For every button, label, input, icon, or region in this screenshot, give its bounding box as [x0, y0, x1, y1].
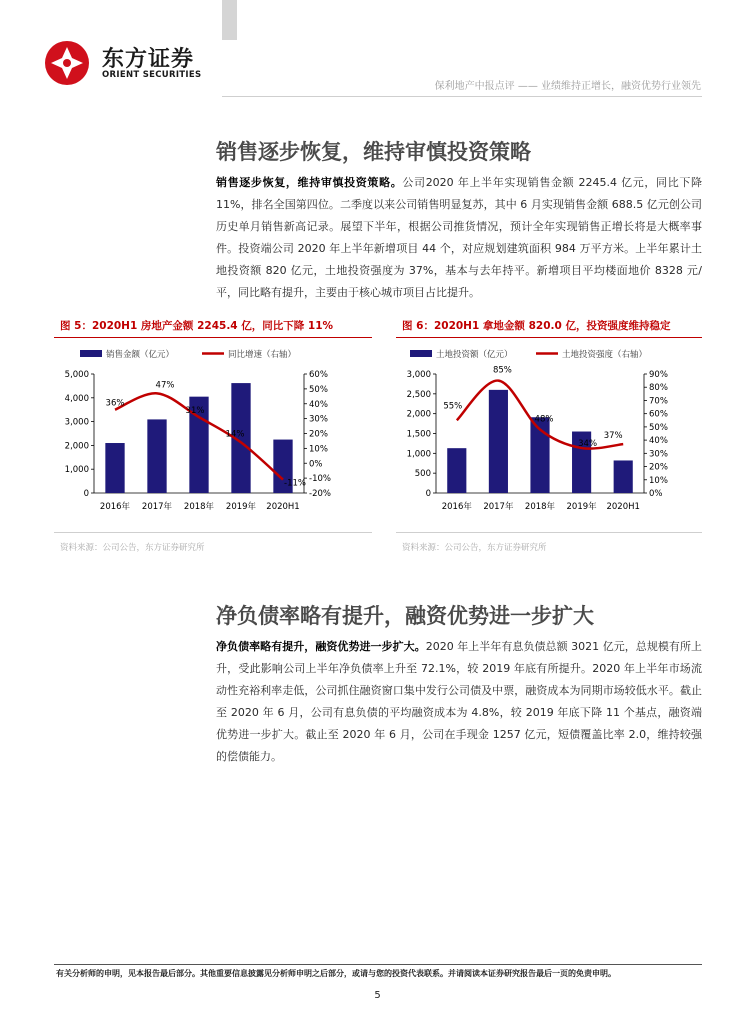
- right-tick-label: 10%: [649, 475, 668, 486]
- left-tick-label: 1,500: [406, 429, 431, 440]
- data-label: 55%: [443, 401, 463, 412]
- x-tick-label: 2018年: [183, 502, 215, 512]
- figure-bottom-rule: [396, 532, 702, 533]
- paragraph: [216, 172, 702, 304]
- paragraph-body: 2020 年上半年有息负债总额 3021 亿元，总规模有所上升，受此影响公司上半年净负债率上升至 72.1%，较 2019 年底有所提升。2020 年上半年市场流动性充裕利率走低，公司抓住融资窗口集中发行公司债及中票，融资成本为同期市场较低水平。截止至 2020 年 6 月，公司有息负债的平均融资成本为 4.8%，较 2019 年底下降 11 个基点，融资端优势进一步扩大。截止至 2020 年 6 月，公司在手现金 1257 亿元，短债覆盖比率 2.0，维持较强的偿债能力。: [216, 640, 702, 763]
- company-logo: [44, 38, 214, 86]
- left-tick-label: 0: [425, 489, 431, 499]
- paragraph: [216, 636, 702, 768]
- footer-divider: [54, 964, 702, 965]
- right-tick-label: 30%: [309, 414, 328, 425]
- paragraph-body: 公司2020 年上半年实现销售金额 2245.4 亿元，同比下降 11%，排名全国第四位。二季度以来公司销售明显复苏，其中 6 月实现销售金额 688.5 亿元创公司历史单月销售新高记录。展望下半年，根据公司推货情况，预计全年实现销售正增长将是大概率事件。投资端公司 2020 年上半年新增项目 44 个，对应规划建筑面积 984 万平方米。上半年累计土地投资额 820 亿元，土地投资强度为 37%，基本与去年持平。新增项目平均楼面地价 8328 元/平，同比略有提升，主要由于核心城市项目占比提升。: [216, 176, 702, 299]
- footer-disclaimer: 有关分析师的申明，见本报告最后部分。其他重要信息披露见分析师申明之后部分，或请与您的投资代表联系。并请阅读本证券研究报告最后一页的免责申明。: [56, 969, 616, 978]
- right-tick-label: 50%: [309, 384, 328, 395]
- right-tick-label: 90%: [649, 370, 668, 380]
- bar: [489, 390, 508, 493]
- x-tick-label: 2020H1: [606, 502, 640, 512]
- right-tick-label: -20%: [309, 489, 331, 499]
- right-tick-label: 30%: [649, 449, 668, 460]
- x-tick-label: 2020H1: [266, 502, 300, 512]
- x-tick-label: 2017年: [141, 502, 173, 512]
- x-tick-label: 2019年: [225, 502, 257, 512]
- figure-source: 资料来源：公司公告，东方证券研究所: [402, 543, 547, 553]
- figure-source: 资料来源：公司公告，东方证券研究所: [60, 543, 205, 553]
- x-tick-label: 2019年: [566, 502, 597, 512]
- right-tick-label: 60%: [649, 409, 668, 420]
- sales-chart: [54, 340, 372, 520]
- left-tick-label: 5,000: [64, 370, 89, 380]
- right-tick-label: 20%: [649, 462, 668, 473]
- right-tick-label: 40%: [649, 436, 668, 447]
- left-tick-label: 0: [83, 489, 89, 499]
- logo-text-cn: 东方证券: [102, 47, 195, 72]
- figure-title-rule: [54, 337, 372, 338]
- left-tick-label: 1,000: [64, 465, 89, 476]
- report-subtitle: 保利地产中报点评 —— 业绩维持正增长，融资优势行业领先: [434, 81, 701, 92]
- left-tick-label: 4,000: [64, 393, 89, 404]
- paragraph-lead: 销售逐步恢复，维持审慎投资策略。: [216, 176, 403, 189]
- bar: [614, 460, 633, 493]
- data-label: 31%: [185, 406, 205, 417]
- right-tick-label: 0%: [309, 459, 323, 470]
- bar: [447, 448, 466, 493]
- section-title: 销售逐步恢复，维持审慎投资策略: [216, 140, 531, 164]
- page-number: 5: [374, 990, 381, 1001]
- bar: [105, 443, 124, 493]
- paragraph-lead: 净负债率略有提升，融资优势进一步扩大。: [216, 640, 426, 653]
- orient-logo-icon: [44, 40, 90, 86]
- figure-title-rule: [396, 337, 702, 338]
- right-tick-label: 70%: [649, 396, 668, 407]
- right-tick-label: 80%: [649, 383, 668, 394]
- data-label: 85%: [492, 365, 512, 376]
- left-tick-label: 3,000: [64, 417, 89, 428]
- data-label: 14%: [225, 429, 245, 440]
- section-title: 净负债率略有提升，融资优势进一步扩大: [216, 604, 594, 628]
- right-tick-label: 20%: [309, 429, 328, 440]
- left-tick-label: 2,500: [406, 389, 431, 400]
- x-tick-label: 2016年: [99, 502, 131, 512]
- x-tick-label: 2018年: [524, 502, 556, 512]
- legend-bar-swatch: [410, 350, 432, 357]
- data-label: 48%: [534, 414, 554, 425]
- right-tick-label: -10%: [309, 474, 331, 485]
- left-tick-label: 3,000: [406, 370, 431, 380]
- data-label: 36%: [105, 398, 125, 409]
- right-tick-label: 50%: [649, 422, 668, 433]
- left-tick-label: 1,000: [406, 449, 431, 460]
- legend-label: 同比增速（右轴）: [228, 350, 297, 360]
- right-tick-label: 40%: [309, 399, 328, 410]
- legend-bar-swatch: [80, 350, 102, 357]
- header-band: [222, 0, 237, 40]
- left-tick-label: 2,000: [406, 409, 431, 420]
- data-label: -11%: [284, 478, 306, 489]
- header-divider: [222, 96, 702, 97]
- x-tick-label: 2016年: [441, 502, 472, 512]
- bar: [147, 419, 166, 493]
- data-label: 37%: [603, 431, 623, 442]
- data-label: 34%: [578, 439, 598, 450]
- figure-title: 图 5：2020H1 房地产金额 2245.4 亿，同比下降 11%: [60, 320, 334, 332]
- data-label: 47%: [155, 380, 175, 391]
- right-tick-label: 60%: [309, 370, 328, 380]
- right-tick-label: 0%: [649, 489, 663, 499]
- right-tick-label: 10%: [309, 444, 328, 455]
- logo-text-en: ORIENT SECURITIES: [102, 70, 202, 80]
- legend-label: 土地投资强度（右轴）: [562, 350, 648, 360]
- land-investment-chart: [396, 340, 702, 520]
- figure-title: 图 6：2020H1 拿地金额 820.0 亿，投资强度维持稳定: [402, 320, 671, 332]
- x-tick-label: 2017年: [483, 502, 514, 512]
- left-tick-label: 500: [414, 469, 431, 480]
- figure-bottom-rule: [54, 532, 372, 533]
- legend-label: 销售金额（亿元）: [106, 350, 175, 360]
- legend-label: 土地投资额（亿元）: [436, 350, 513, 360]
- left-tick-label: 2,000: [64, 441, 89, 452]
